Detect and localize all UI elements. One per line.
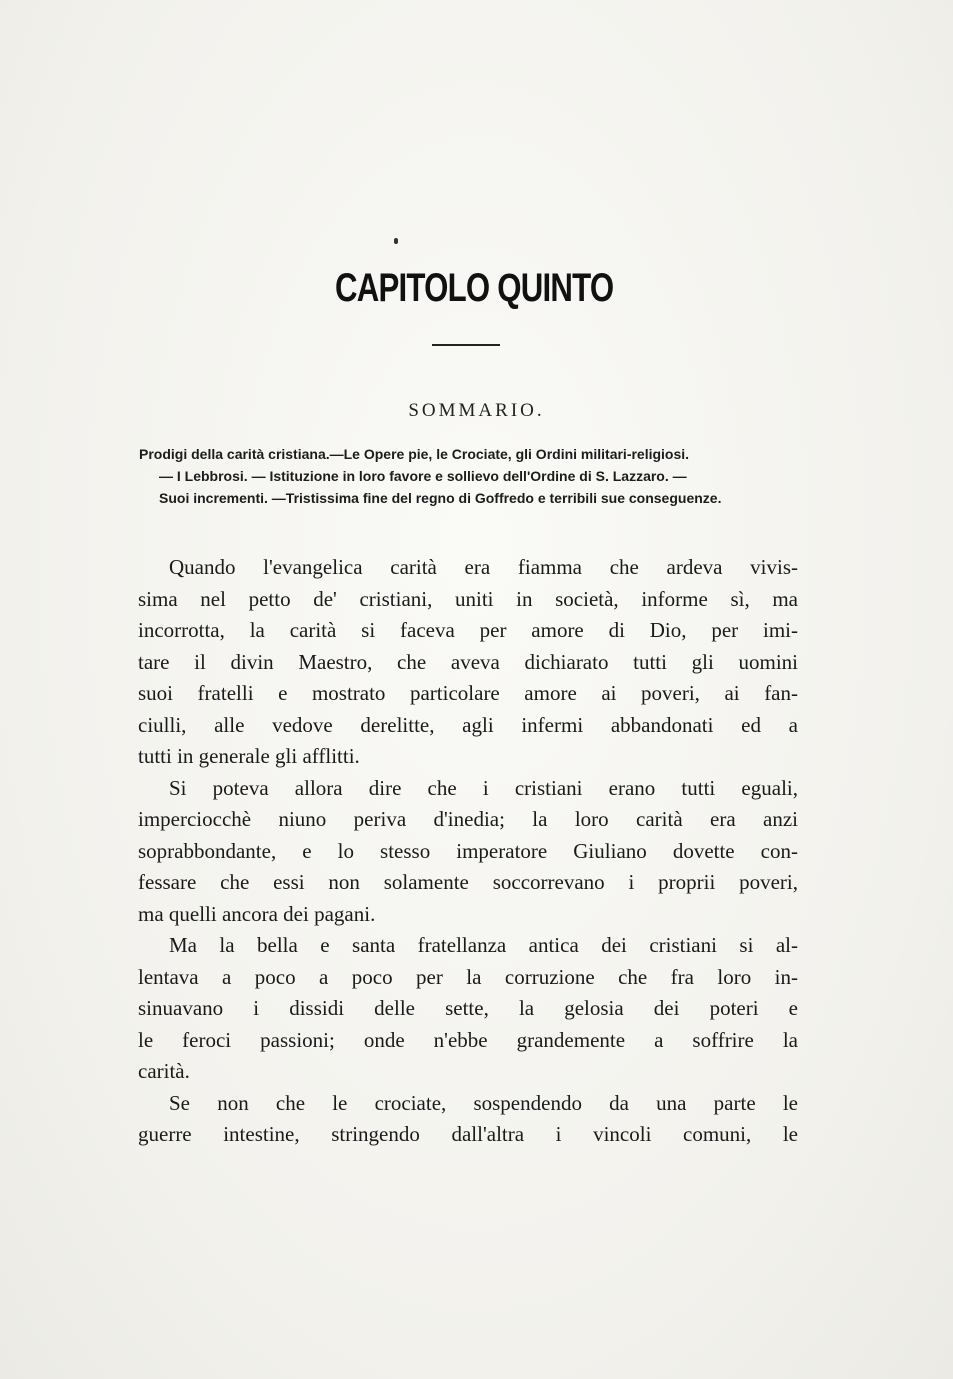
summary-line: Suoi incrementi. —Tristissima fine del regno di Goffredo e terribili sue conseguenze. [159, 490, 722, 506]
text-line: sima nel petto de' cristiani, uniti in società, informe sì, ma [138, 586, 798, 611]
text-line: tare il divin Maestro, che aveva dichiarato tutti gli uomini [138, 649, 798, 674]
text-line: guerre intestine, stringendo dall'altra i vincoli comuni, le [138, 1122, 798, 1146]
text-line: suoi fratelli e mostrato particolare amore ai poveri, ai fan- [138, 681, 798, 705]
summary-block [139, 443, 799, 509]
summary-line: — I Lebbrosi. — Istituzione in loro favore e sollievo dell'Ordine di S. Lazzaro. — [159, 468, 687, 484]
text-line: Se non che le crociate, sospendendo da una parte le [169, 1090, 798, 1115]
text-line: ciulli, alle vedove derelitte, agli infermi abbandonati ed a [138, 712, 798, 737]
body-text [138, 552, 798, 1151]
text-line: le feroci passioni; onde n'ebbe grandemente a soffrire la [138, 1027, 798, 1052]
summary-line: Prodigi della carità cristiana.—Le Opere pie, le Crociate, gli Ordini militari-religiosi. [139, 446, 690, 462]
text-line: incorrotta, la carità si faceva per amore di Dio, per imi- [138, 618, 798, 642]
text-line: imperciocchè niuno periva d'inedia; la loro carità era anzi [138, 807, 798, 831]
text-line: soprabbondante, e lo stesso imperatore Giuliano dovette con- [138, 838, 798, 863]
text-line: ma quelli ancora dei pagani. [138, 901, 376, 926]
text-line: sinuavano i dissidi delle sette, la gelosia dei poteri e [138, 996, 798, 1020]
summary-heading: SOMMARIO. [408, 400, 545, 421]
chapter-title: CAPITOLO QUINTO [335, 266, 614, 310]
text-line: fessare che essi non solamente soccorrevano i proprii poveri, [138, 870, 798, 894]
text-line: tutti in generale gli afflitti. [138, 744, 360, 768]
ink-speck [394, 238, 398, 244]
text-line: Ma la bella e santa fratellanza antica dei cristiani si al- [169, 933, 798, 957]
text-line: Quando l'evangelica carità era fiamma che ardeva vivis- [169, 555, 798, 579]
text-line: Si poteva allora dire che i cristiani erano tutti eguali, [169, 775, 798, 800]
title-rule [432, 344, 500, 346]
text-line: lentava a poco a poco per la corruzione che fra loro in- [138, 964, 798, 989]
text-line: carità. [138, 1059, 190, 1083]
